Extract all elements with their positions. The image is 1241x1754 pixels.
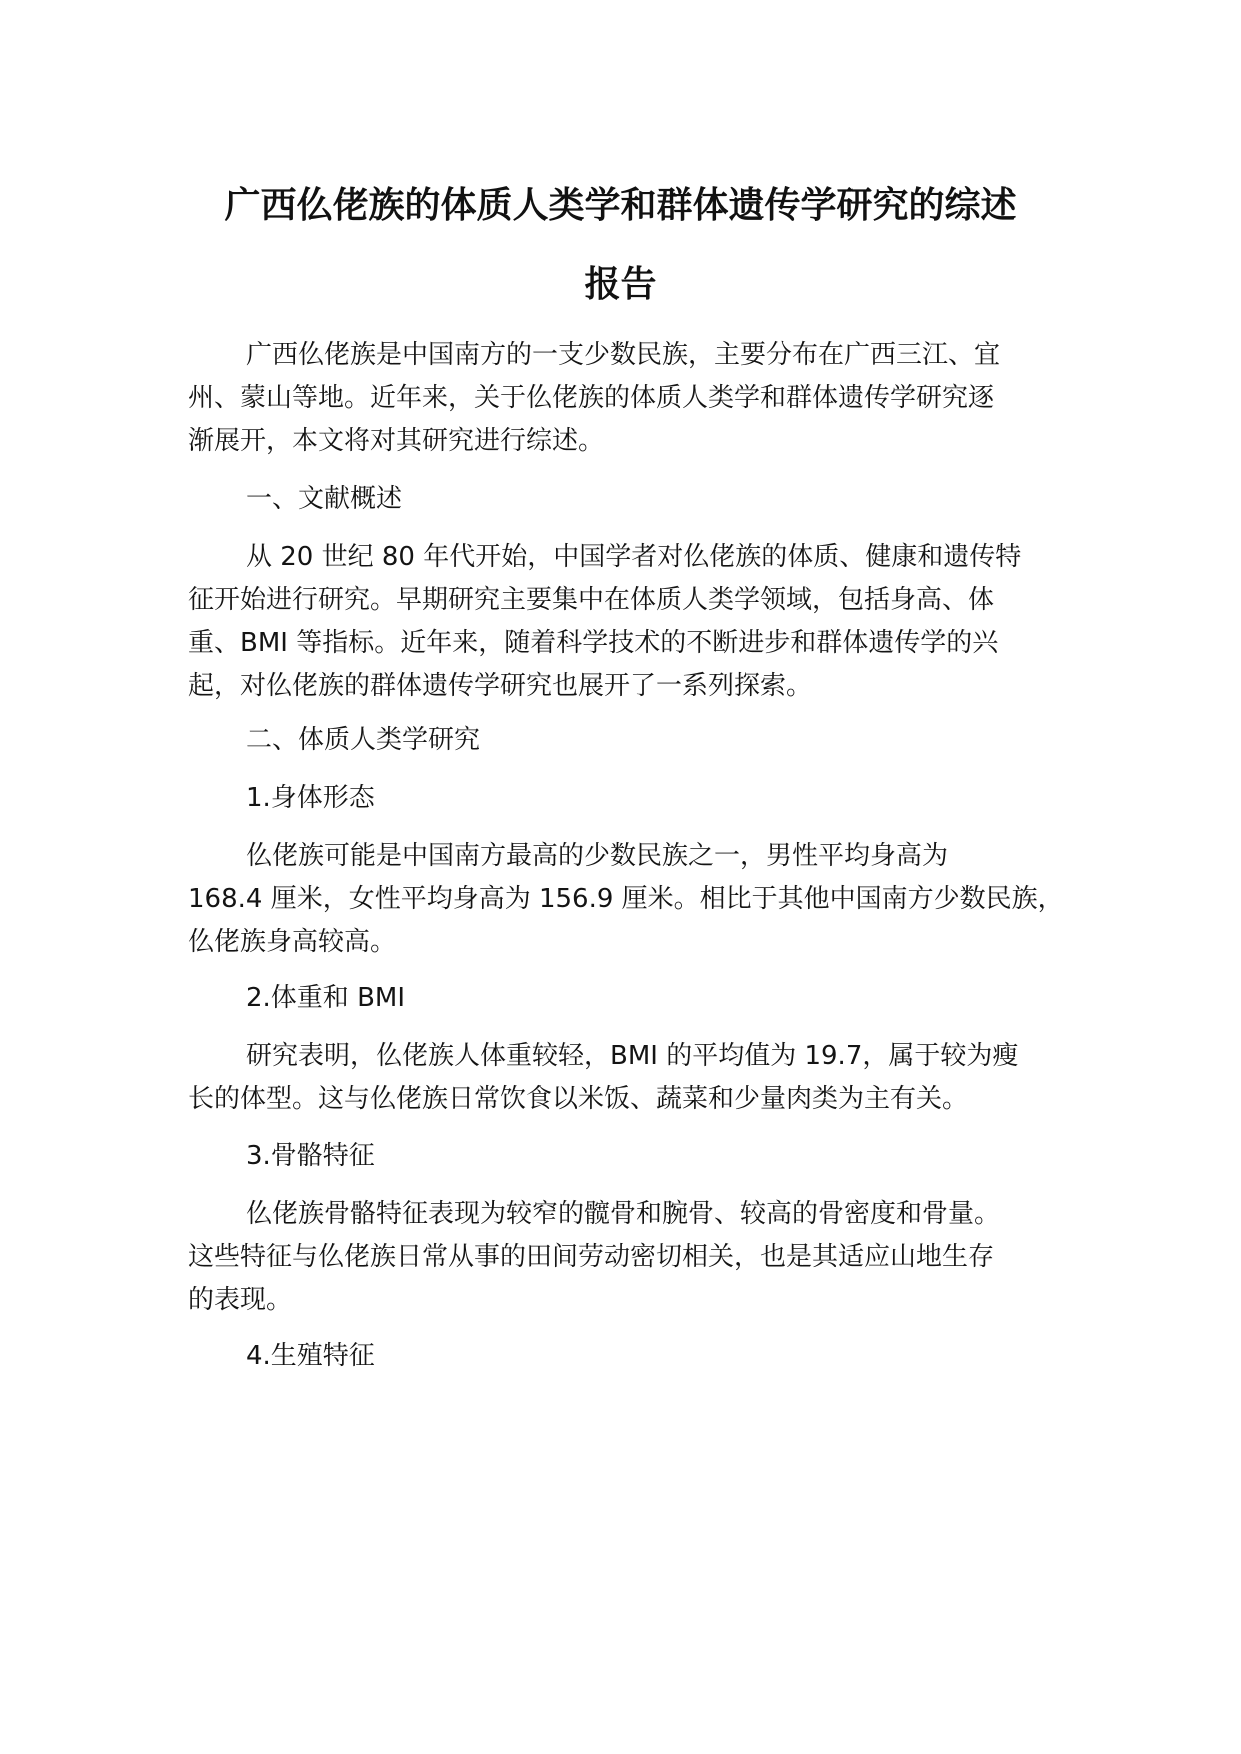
- document-title-line-2: 报告: [584, 264, 657, 305]
- subsection-heading-reproductive: 4.生殖特征: [246, 1341, 375, 1371]
- section-heading-literature-overview: 一、文献概述: [246, 484, 403, 514]
- subsection-heading-weight-bmi: 2.体重和 BMI: [246, 983, 406, 1013]
- document-title-line-1: 广西仫佬族的体质人类学和群体遗传学研究的综述: [224, 185, 1017, 226]
- intro-paragraph-line: 州、蒙山等地。近年来，关于仫佬族的体质人类学和群体遗传学研究逐: [188, 383, 995, 413]
- section-heading-physical-anthropology: 二、体质人类学研究: [246, 725, 481, 755]
- subsection-heading-body-form: 1.身体形态: [246, 783, 375, 813]
- skeletal-paragraph-line: 仫佬族骨骼特征表现为较窄的髋骨和腕骨、较高的骨密度和骨量。: [246, 1199, 1001, 1229]
- section1-paragraph-line: 从 20 世纪 80 年代开始，中国学者对仫佬族的体质、健康和遗传特: [246, 542, 1022, 572]
- body-form-paragraph-line: 仫佬族可能是中国南方最高的少数民族之一，男性平均身高为: [246, 841, 949, 871]
- section1-paragraph-line: 重、BMI 等指标。近年来，随着科学技术的不断进步和群体遗传学的兴: [188, 628, 999, 658]
- intro-paragraph-line: 广西仫佬族是中国南方的一支少数民族，主要分布在广西三江、宜: [246, 340, 1001, 370]
- section1-paragraph-line: 起，对仫佬族的群体遗传学研究也展开了一系列探索。: [188, 671, 813, 701]
- body-form-paragraph-line: 仫佬族身高较高。: [188, 927, 397, 957]
- section1-paragraph-line: 征开始进行研究。早期研究主要集中在体质人类学领域，包括身高、体: [188, 585, 995, 615]
- skeletal-paragraph-line: 的表现。: [188, 1285, 293, 1315]
- skeletal-paragraph-line: 这些特征与仫佬族日常从事的田间劳动密切相关，也是其适应山地生存: [188, 1242, 995, 1272]
- intro-paragraph-line: 渐展开，本文将对其研究进行综述。: [188, 426, 605, 456]
- weight-bmi-paragraph-line: 长的体型。这与仫佬族日常饮食以米饭、蔬菜和少量肉类为主有关。: [188, 1084, 969, 1114]
- weight-bmi-paragraph-line: 研究表明，仫佬族人体重较轻，BMI 的平均值为 19.7，属于较为瘦: [246, 1041, 1019, 1071]
- subsection-heading-skeletal: 3.骨骼特征: [246, 1141, 375, 1171]
- body-form-paragraph-line: 168.4 厘米，女性平均身高为 156.9 厘米。相比于其他中国南方少数民族，: [188, 884, 1064, 914]
